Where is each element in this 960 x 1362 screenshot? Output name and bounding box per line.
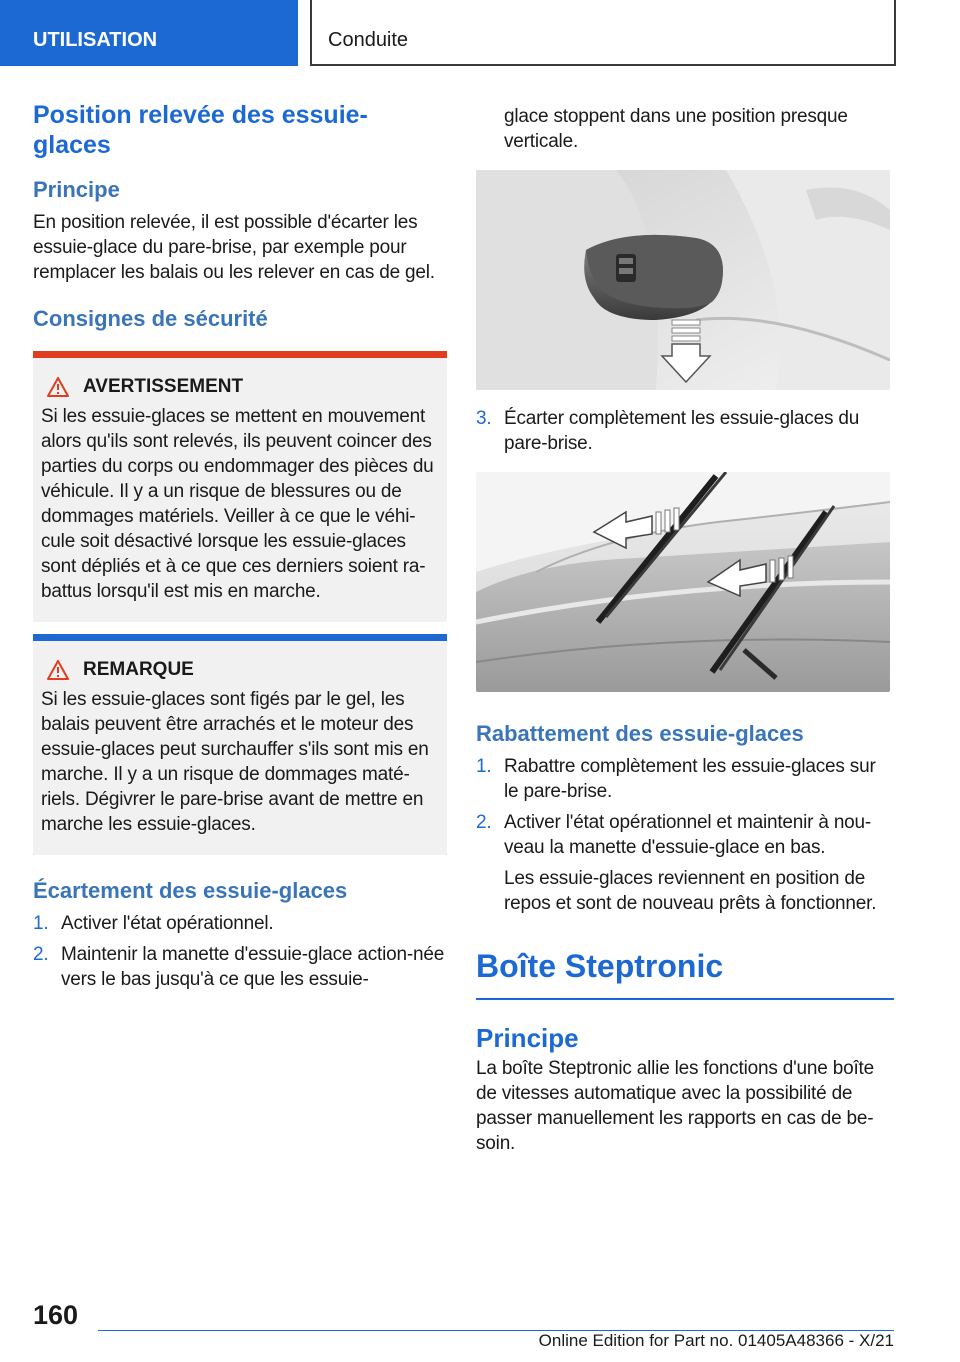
list-item <box>476 810 894 860</box>
list-text: Activer l'état opérationnel. <box>61 913 274 934</box>
warning-box <box>33 351 447 622</box>
safety-heading: Consignes de sécurité <box>33 306 268 331</box>
left-column <box>33 100 447 992</box>
notice-text: Si les essuie-glaces sont figés par le gel, les balais peuvent être arrachés et le moteur des essuie-glaces peut surchauffer s'ils sont mis en marche. Il y a un risque de dommages maté-riels. Dégivrer le pare-brise avant de mettre en marche les essuie-glaces. <box>41 689 429 835</box>
rabattement-steps <box>476 754 894 916</box>
warning-title-text: AVERTISSEMENT <box>83 376 244 397</box>
section-tab <box>0 0 298 66</box>
list-text: Activer l'état opérationnel et maintenir à nou-veau la manette d'essuie-glace en bas. <box>504 812 872 858</box>
principe-text: En position relevée, il est possible d'écarter les essuie-glace du pare-brise, par exemple pour remplacer les balais ou les relever en cas de gel. <box>33 212 435 283</box>
rabattement-result: Les essuie-glaces reviennent en position de repos et sont de nouveau prêts à fonctionner. <box>504 868 877 914</box>
list-number: 1. <box>476 756 492 777</box>
steptronic-heading: Boîte Steptronic <box>476 948 724 984</box>
section-title-line2: glaces <box>33 131 111 159</box>
notice-bar <box>33 634 447 641</box>
notice-box <box>33 634 447 855</box>
chapter-label: Conduite <box>328 29 409 51</box>
warning-title <box>47 374 435 400</box>
wiper-stalk-illustration <box>476 170 890 390</box>
warning-bar <box>33 351 447 358</box>
chapter-tab <box>310 0 896 66</box>
edition-note: Online Edition for Part no. 01405A48366 - X/21 <box>538 1331 894 1350</box>
list-item <box>476 406 894 456</box>
list-number: 2. <box>33 944 49 965</box>
ecartement-heading: Écartement des essuie-glaces <box>33 878 348 903</box>
steptronic-principe-heading: Principe <box>476 1023 579 1053</box>
notice-triangle-icon <box>47 660 69 680</box>
warning-triangle-icon <box>47 377 69 397</box>
list-text: Maintenir la manette d'essuie-glace action-née vers le bas jusqu'à ce que les essuie- <box>61 944 445 990</box>
notice-title <box>47 657 435 683</box>
list-item <box>33 911 447 936</box>
continued-text: glace stoppent dans une position presque verticale. <box>504 106 848 152</box>
list-number: 1. <box>33 913 49 934</box>
warning-text: Si les essuie-glaces se mettent en mouvement alors qu'ils sont relevés, ils peuvent coincer des parties du corps ou endommager des pièces du véhicule. Il y a un risque de blessures ou de dommages matériels. Veiller à ce que le véhi-cule soit désactivé lorsque les essuie-glaces sont dépliés et à ce que ces derniers soient ra-battus lorsqu'il est mis en marche. <box>41 406 434 602</box>
list-text: Écarter complètement les essuie-glaces du pare-brise. <box>504 408 860 454</box>
section-title-line1: Position relevée des essuie- <box>33 101 368 129</box>
section-title <box>33 100 447 160</box>
wiper-stalk-image <box>476 170 890 390</box>
rabattement-heading: Rabattement des essuie-glaces <box>476 721 804 746</box>
list-number: 3. <box>476 408 492 429</box>
page-number: 160 <box>33 1300 79 1330</box>
list-text: Rabattre complètement les essuie-glaces sur le pare-brise. <box>504 756 876 802</box>
list-number: 2. <box>476 812 492 833</box>
steptronic-rule <box>476 998 894 1000</box>
notice-body <box>33 641 447 855</box>
list-item <box>33 942 447 992</box>
steptronic-principe-text: La boîte Steptronic allie les fonctions d'une boîte de vitesses automatique avec la possibilité de passer manuellement les rapports en cas de be-soin. <box>476 1058 874 1154</box>
wipers-raised-image <box>476 472 890 692</box>
wipers-raised-illustration <box>476 472 890 692</box>
principe-heading: Principe <box>33 177 120 202</box>
list-item <box>476 754 894 804</box>
warning-body <box>33 358 447 622</box>
right-column <box>476 104 894 1156</box>
section-label: UTILISATION <box>33 29 158 51</box>
notice-title-text: REMARQUE <box>83 659 194 680</box>
ecartement-steps <box>33 911 447 992</box>
